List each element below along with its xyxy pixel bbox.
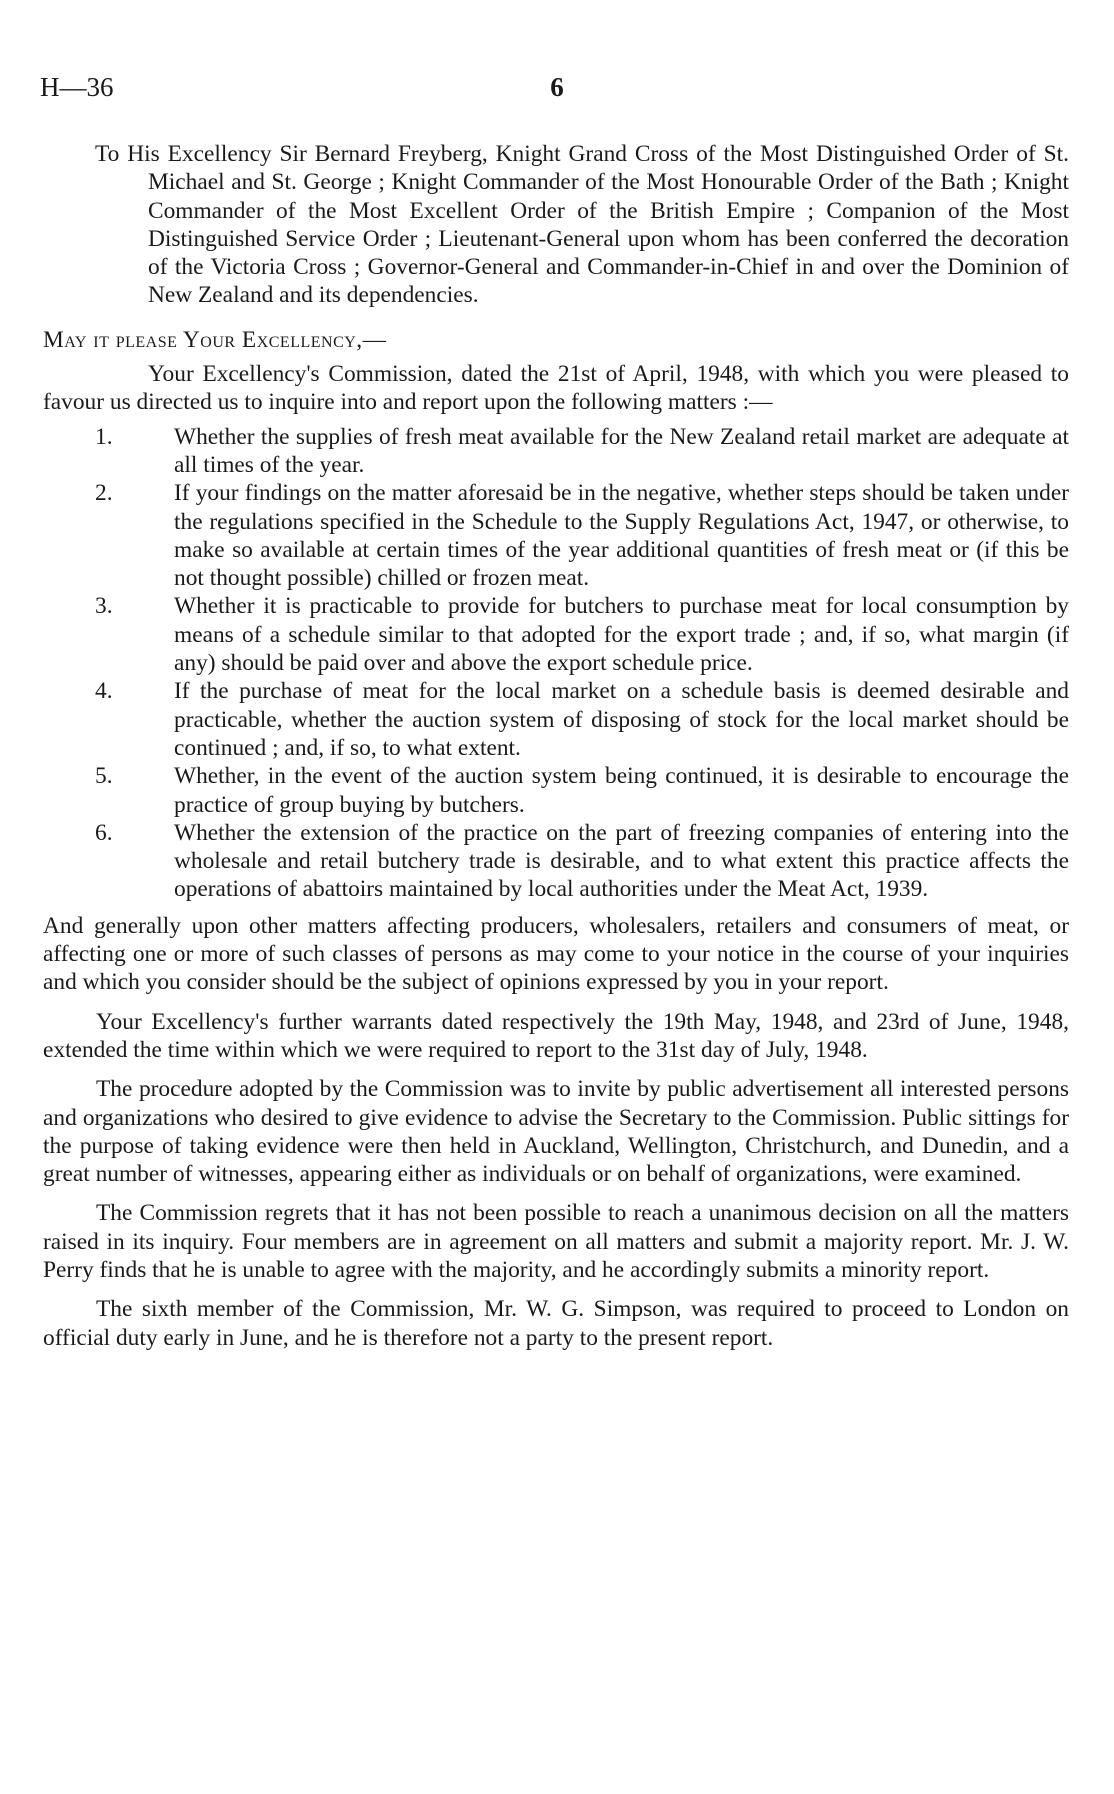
body-paragraph: Your Excellency's further warrants dated respectively the 19th May, 1948, and 23rd of June, 1948, extended the time within which we were required to report to the 31st day of July, 1948.: [43, 1008, 1069, 1063]
list-item: [43, 677, 1069, 762]
document-body: [43, 140, 1069, 1363]
list-item-number: 5.: [95, 763, 113, 790]
body-paragraph: The Commission regrets that it has not been possible to reach a unanimous decision on all the matters raised in its inquiry. Four members are in agreement on all matters and submit a majority report. Mr. J. W. Perry finds that he is unable to agree with the majority, and he accordingly submits a minority report.: [43, 1200, 1069, 1283]
list-item-number: 6.: [95, 819, 113, 846]
list-item: [43, 479, 1069, 592]
document-reference: H—36: [40, 72, 114, 102]
list-item: [43, 819, 1069, 904]
list-item: [43, 762, 1069, 819]
list-item-text: Whether the supplies of fresh meat available for the New Zealand retail market are adequate at all times of the year.: [174, 423, 1069, 478]
list-item-text: If your findings on the matter aforesaid be in the negative, whether steps should be taken under the regulations specified in the Schedule to the Supply Regulations Act, 1947, or otherwise, to make so available at certain times of the year additional quantities of fresh meat or (if this be not thought possible) chilled or frozen meat.: [174, 480, 1069, 592]
list-item-text: If the purchase of meat for the local market on a schedule basis is deemed desirable and practicable, whether the auction system of disposing of stock for the local market should be continued ; and, if so, to what extent.: [174, 678, 1069, 761]
body-paragraph: The procedure adopted by the Commission was to invite by public advertisement all interested persons and organizations who desired to give evidence to advise the Secretary to the Commission. Public sittings for the purpose of taking evidence were then held in Auckland, Wellington, Christchurch, and Dunedin, and a great number of witnesses, appearing either as individuals or on behalf of organizations, were examined.: [43, 1076, 1069, 1188]
page-number: 6: [550, 72, 564, 102]
general-matters-paragraph: And generally upon other matters affecting producers, wholesalers, retailers and consumers of meat, or affecting one or more of such classes of persons as may come to your notice in the course of your inquiries and which you consider should be the subject of opinions expressed by you in your report.: [43, 912, 1069, 996]
list-item: [43, 592, 1069, 677]
list-item-number: 4.: [95, 678, 113, 705]
list-item-number: 3.: [95, 593, 113, 620]
list-item-text: Whether it is practicable to provide for butchers to purchase meat for local consumption by means of a schedule similar to that adopted for the export trade ; and, if so, what margin (if any) should be paid over and above the export schedule price.: [174, 593, 1069, 677]
list-item-text: Whether, in the event of the auction system being continued, it is desirable to encourage the practice of group buying by butchers.: [174, 763, 1069, 818]
list-item-text: Whether the extension of the practice on the part of freezing companies of entering into the wholesale and retail butchery trade is desirable, and to what extent this practice affects the operations of abattoirs maintained by local authorities under the Meat Act, 1939.: [174, 819, 1069, 903]
address-block: To His Excellency Sir Bernard Freyberg, Knight Grand Cross of the Most Distinguished Order of St. Michael and St. George ; Knight Commander of the Most Honourable Order of the Bath ; Knight Commander of the Most Excellent Order of the British Empire ; Companion of the Most Distinguished Service Order ; Lieutenant-General upon whom has been conferred the decoration of the Victoria Cross ; Governor-General and Commander-in-Chief in and over the Dominion of New Zealand and its dependencies.: [95, 141, 1069, 309]
body-paragraph: The sixth member of the Commission, Mr. W. G. Simpson, was required to proceed to London on official duty early in June, and he is therefore not a party to the present report.: [43, 1296, 1069, 1351]
list-item-number: 1.: [95, 423, 113, 450]
intro-paragraph: Your Excellency's Commission, dated the 21st of April, 1948, with which you were pleased to favour us directed us to inquire into and report upon the following matters :—: [43, 361, 1069, 416]
page-header: [40, 72, 1074, 106]
salutation: May it please Your Excellency,—: [43, 326, 387, 353]
matters-list: [43, 423, 1069, 904]
list-item: [43, 423, 1069, 480]
list-item-number: 2.: [95, 480, 113, 507]
